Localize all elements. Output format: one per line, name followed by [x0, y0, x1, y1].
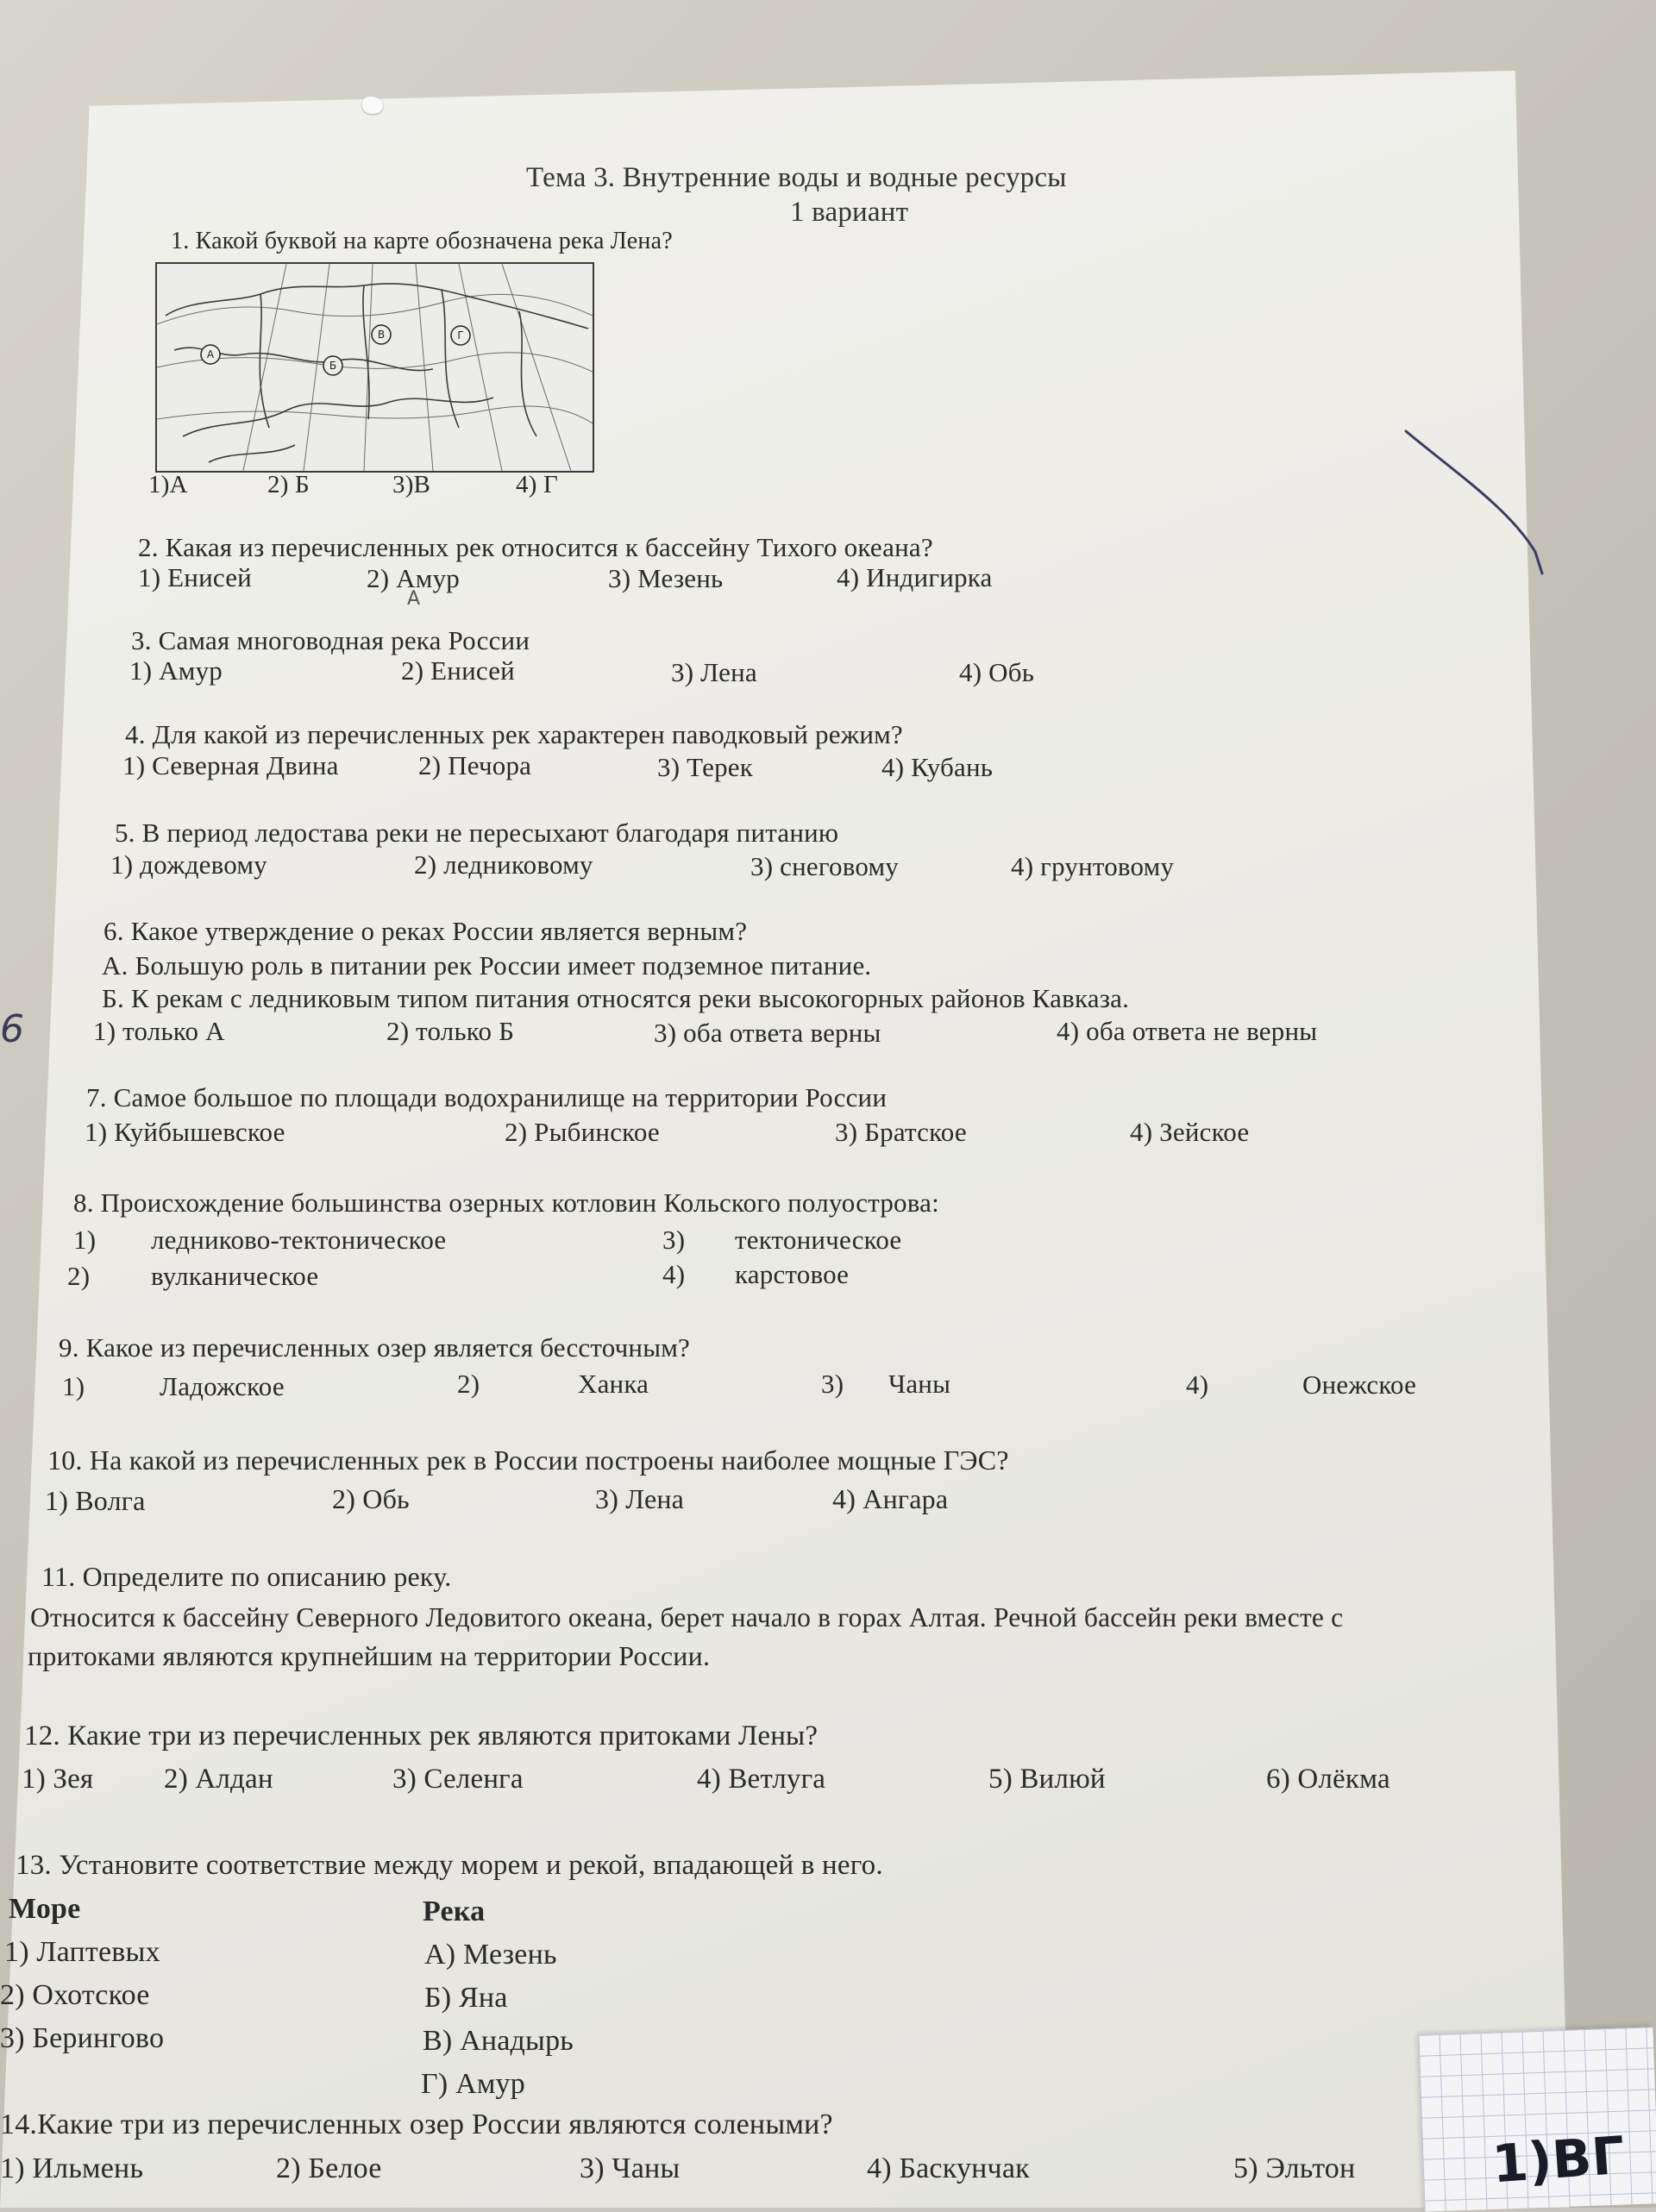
question-7: 7. Самое большое по площади водохранилище на территории России	[86, 1082, 888, 1112]
q13-river-g: Г) Амур	[421, 2068, 525, 2100]
q8-option-4-num: 4)	[662, 1259, 686, 1289]
q2-option-1: 1) Енисей	[138, 562, 252, 592]
russia-map-drawing	[157, 264, 593, 471]
question-5: 5. В период ледостава реки не пересыхают благодаря питанию	[115, 818, 839, 848]
q9-option-2-label: Ханка	[578, 1369, 649, 1399]
q6-statement-a: А. Большую роль в питании рек России имеет подземное питание.	[102, 950, 872, 981]
q9-option-3-num: 3)	[821, 1369, 844, 1399]
q8-option-1-num: 1)	[73, 1225, 97, 1255]
q10-option-4: 4) Ангара	[832, 1483, 949, 1514]
q7-option-1: 1) Куйбышевское	[85, 1117, 285, 1147]
q13-river-v: В) Анадырь	[423, 2025, 574, 2057]
q11-description-line-1: Относится к бассейну Северного Ледовитого океана, берет начало в горах Алтая. Речной бассейн реки вместе с	[30, 1602, 1344, 1632]
question-6: 6. Какое утверждение о реках России является верным?	[104, 916, 748, 946]
q8-option-2-label: вулканическое	[151, 1261, 319, 1291]
q5-option-2: 2) ледниковому	[414, 849, 593, 880]
q1-option-2: 2) Б	[267, 471, 310, 498]
q12-option-4: 4) Ветлуга	[697, 1764, 826, 1795]
q3-option-2: 2) Енисей	[401, 655, 515, 686]
page-title: Тема 3. Внутренние воды и водные ресурсы	[526, 162, 1067, 193]
question-10: 10. На какой из перечисленных рек в России построены наиболее мощные ГЭС?	[47, 1444, 1009, 1476]
q6-statement-b: Б. К рекам с ледниковым типом питания относятся реки высокогорных районов Кавказа.	[102, 983, 1130, 1013]
q13-river-a: А) Мезень	[424, 1939, 557, 1971]
q2-pencil-mark: А	[407, 588, 421, 610]
q13-sea-1: 1) Лаптевых	[4, 1936, 160, 1968]
question-9: 9. Какое из перечисленных озер является бессточным?	[59, 1332, 691, 1363]
question-11: 11. Определите по описанию реку.	[41, 1561, 452, 1592]
q13-sea-header: Море	[9, 1893, 81, 1925]
q4-option-1: 1) Северная Двина	[122, 750, 339, 780]
q5-option-3: 3) снеговому	[750, 851, 899, 881]
q4-option-4: 4) Кубань	[881, 752, 994, 782]
q3-option-4: 4) Обь	[959, 657, 1035, 687]
question-12: 12. Какие три из перечисленных рек являются притоками Лены?	[24, 1720, 819, 1751]
question-2: 2. Какая из перечисленных рек относится к бассейну Тихого океана?	[138, 532, 933, 562]
q13-river-b: Б) Яна	[424, 1982, 508, 2014]
q5-option-4: 4) грунтовому	[1011, 851, 1175, 881]
map-label-b: Б	[329, 360, 337, 372]
q14-option-2: 2) Белое	[276, 2152, 382, 2184]
q3-option-1: 1) Амур	[129, 655, 223, 686]
q13-sea-3: 3) Берингово	[0, 2022, 165, 2054]
variant-label: 1 вариант	[790, 197, 909, 228]
q12-option-3: 3) Селенга	[392, 1764, 524, 1795]
q2-option-2: 2) Амур	[367, 563, 460, 593]
paper-pin	[362, 97, 383, 114]
q9-option-1-num: 1)	[62, 1371, 85, 1401]
margin-handwritten-mark: 6	[0, 1007, 25, 1051]
q5-option-1: 1) дождевому	[110, 849, 267, 880]
russia-map	[155, 262, 594, 473]
q8-option-1-label: ледниково-тектоническое	[151, 1225, 447, 1255]
q13-sea-2: 2) Охотское	[0, 1979, 150, 2011]
q10-option-1: 1) Волга	[45, 1485, 146, 1516]
q10-option-2: 2) Обь	[332, 1483, 410, 1514]
q4-option-3: 3) Терек	[657, 752, 754, 782]
question-14: 14.Какие три из перечисленных озер России являются солеными?	[0, 2109, 833, 2140]
question-8: 8. Происхождение большинства озерных котловин Кольского полуострова:	[73, 1187, 939, 1218]
q8-option-4-label: карстовое	[735, 1259, 850, 1289]
q6-option-4: 4) оба ответа не верны	[1057, 1016, 1318, 1046]
question-3: 3. Самая многоводная река России	[131, 625, 530, 655]
question-13: 13. Установите соответствие между морем и рекой, впадающей в него.	[16, 1850, 883, 1881]
q14-option-4: 4) Баскунчак	[867, 2152, 1030, 2184]
q8-option-3-num: 3)	[662, 1225, 686, 1255]
q9-option-4-num: 4)	[1186, 1369, 1209, 1400]
q2-option-3: 3) Мезень	[608, 563, 724, 593]
q12-option-1: 1) Зея	[22, 1764, 94, 1795]
q6-option-3: 3) оба ответа верны	[654, 1018, 881, 1048]
q14-option-1: 1) Ильмень	[0, 2152, 144, 2184]
q1-option-1: 1)А	[148, 471, 188, 498]
q7-option-4: 4) Зейское	[1130, 1117, 1250, 1147]
q6-option-2: 2) только Б	[386, 1016, 515, 1046]
q13-river-header: Река	[423, 1896, 486, 1927]
notepad-handwritten-answer: 1)ВГ	[1490, 2125, 1628, 2196]
question-1: 1. Какой буквой на карте обозначена река Лена?	[171, 228, 673, 254]
q3-option-3: 3) Лена	[671, 657, 757, 687]
q8-option-2-num: 2)	[67, 1261, 91, 1291]
q14-option-3: 3) Чаны	[580, 2152, 681, 2184]
map-label-g: Г	[457, 329, 464, 342]
q9-option-3-label: Чаны	[888, 1369, 951, 1399]
map-label-a: А	[206, 348, 215, 360]
q4-option-2: 2) Печора	[418, 750, 532, 780]
q10-option-3: 3) Лена	[595, 1483, 685, 1514]
q7-option-2: 2) Рыбинское	[505, 1117, 660, 1147]
q14-option-5: 5) Эльтон	[1233, 2152, 1356, 2184]
question-4: 4. Для какой из перечисленных рек характерен паводковый режим?	[125, 719, 903, 749]
pen-stroke	[1397, 423, 1552, 586]
q9-option-1-label: Ладожское	[160, 1371, 285, 1401]
q11-description-line-2: притоками являются крупнейшим на территории России.	[28, 1640, 711, 1671]
q1-option-4: 4) Г	[516, 471, 558, 498]
q6-option-1: 1) только А	[93, 1016, 225, 1046]
q9-option-2-num: 2)	[457, 1369, 480, 1399]
q12-option-6: 6) Олёкма	[1266, 1764, 1390, 1795]
q1-option-3: 3)В	[392, 471, 431, 498]
q8-option-3-label: тектоническое	[735, 1225, 902, 1255]
q12-option-5: 5) Вилюй	[988, 1764, 1106, 1795]
q7-option-3: 3) Братское	[835, 1117, 967, 1147]
q2-option-4: 4) Индигирка	[837, 562, 993, 592]
q9-option-4-label: Онежское	[1302, 1369, 1417, 1400]
q12-option-2: 2) Алдан	[164, 1764, 273, 1795]
map-label-v: В	[377, 329, 386, 341]
